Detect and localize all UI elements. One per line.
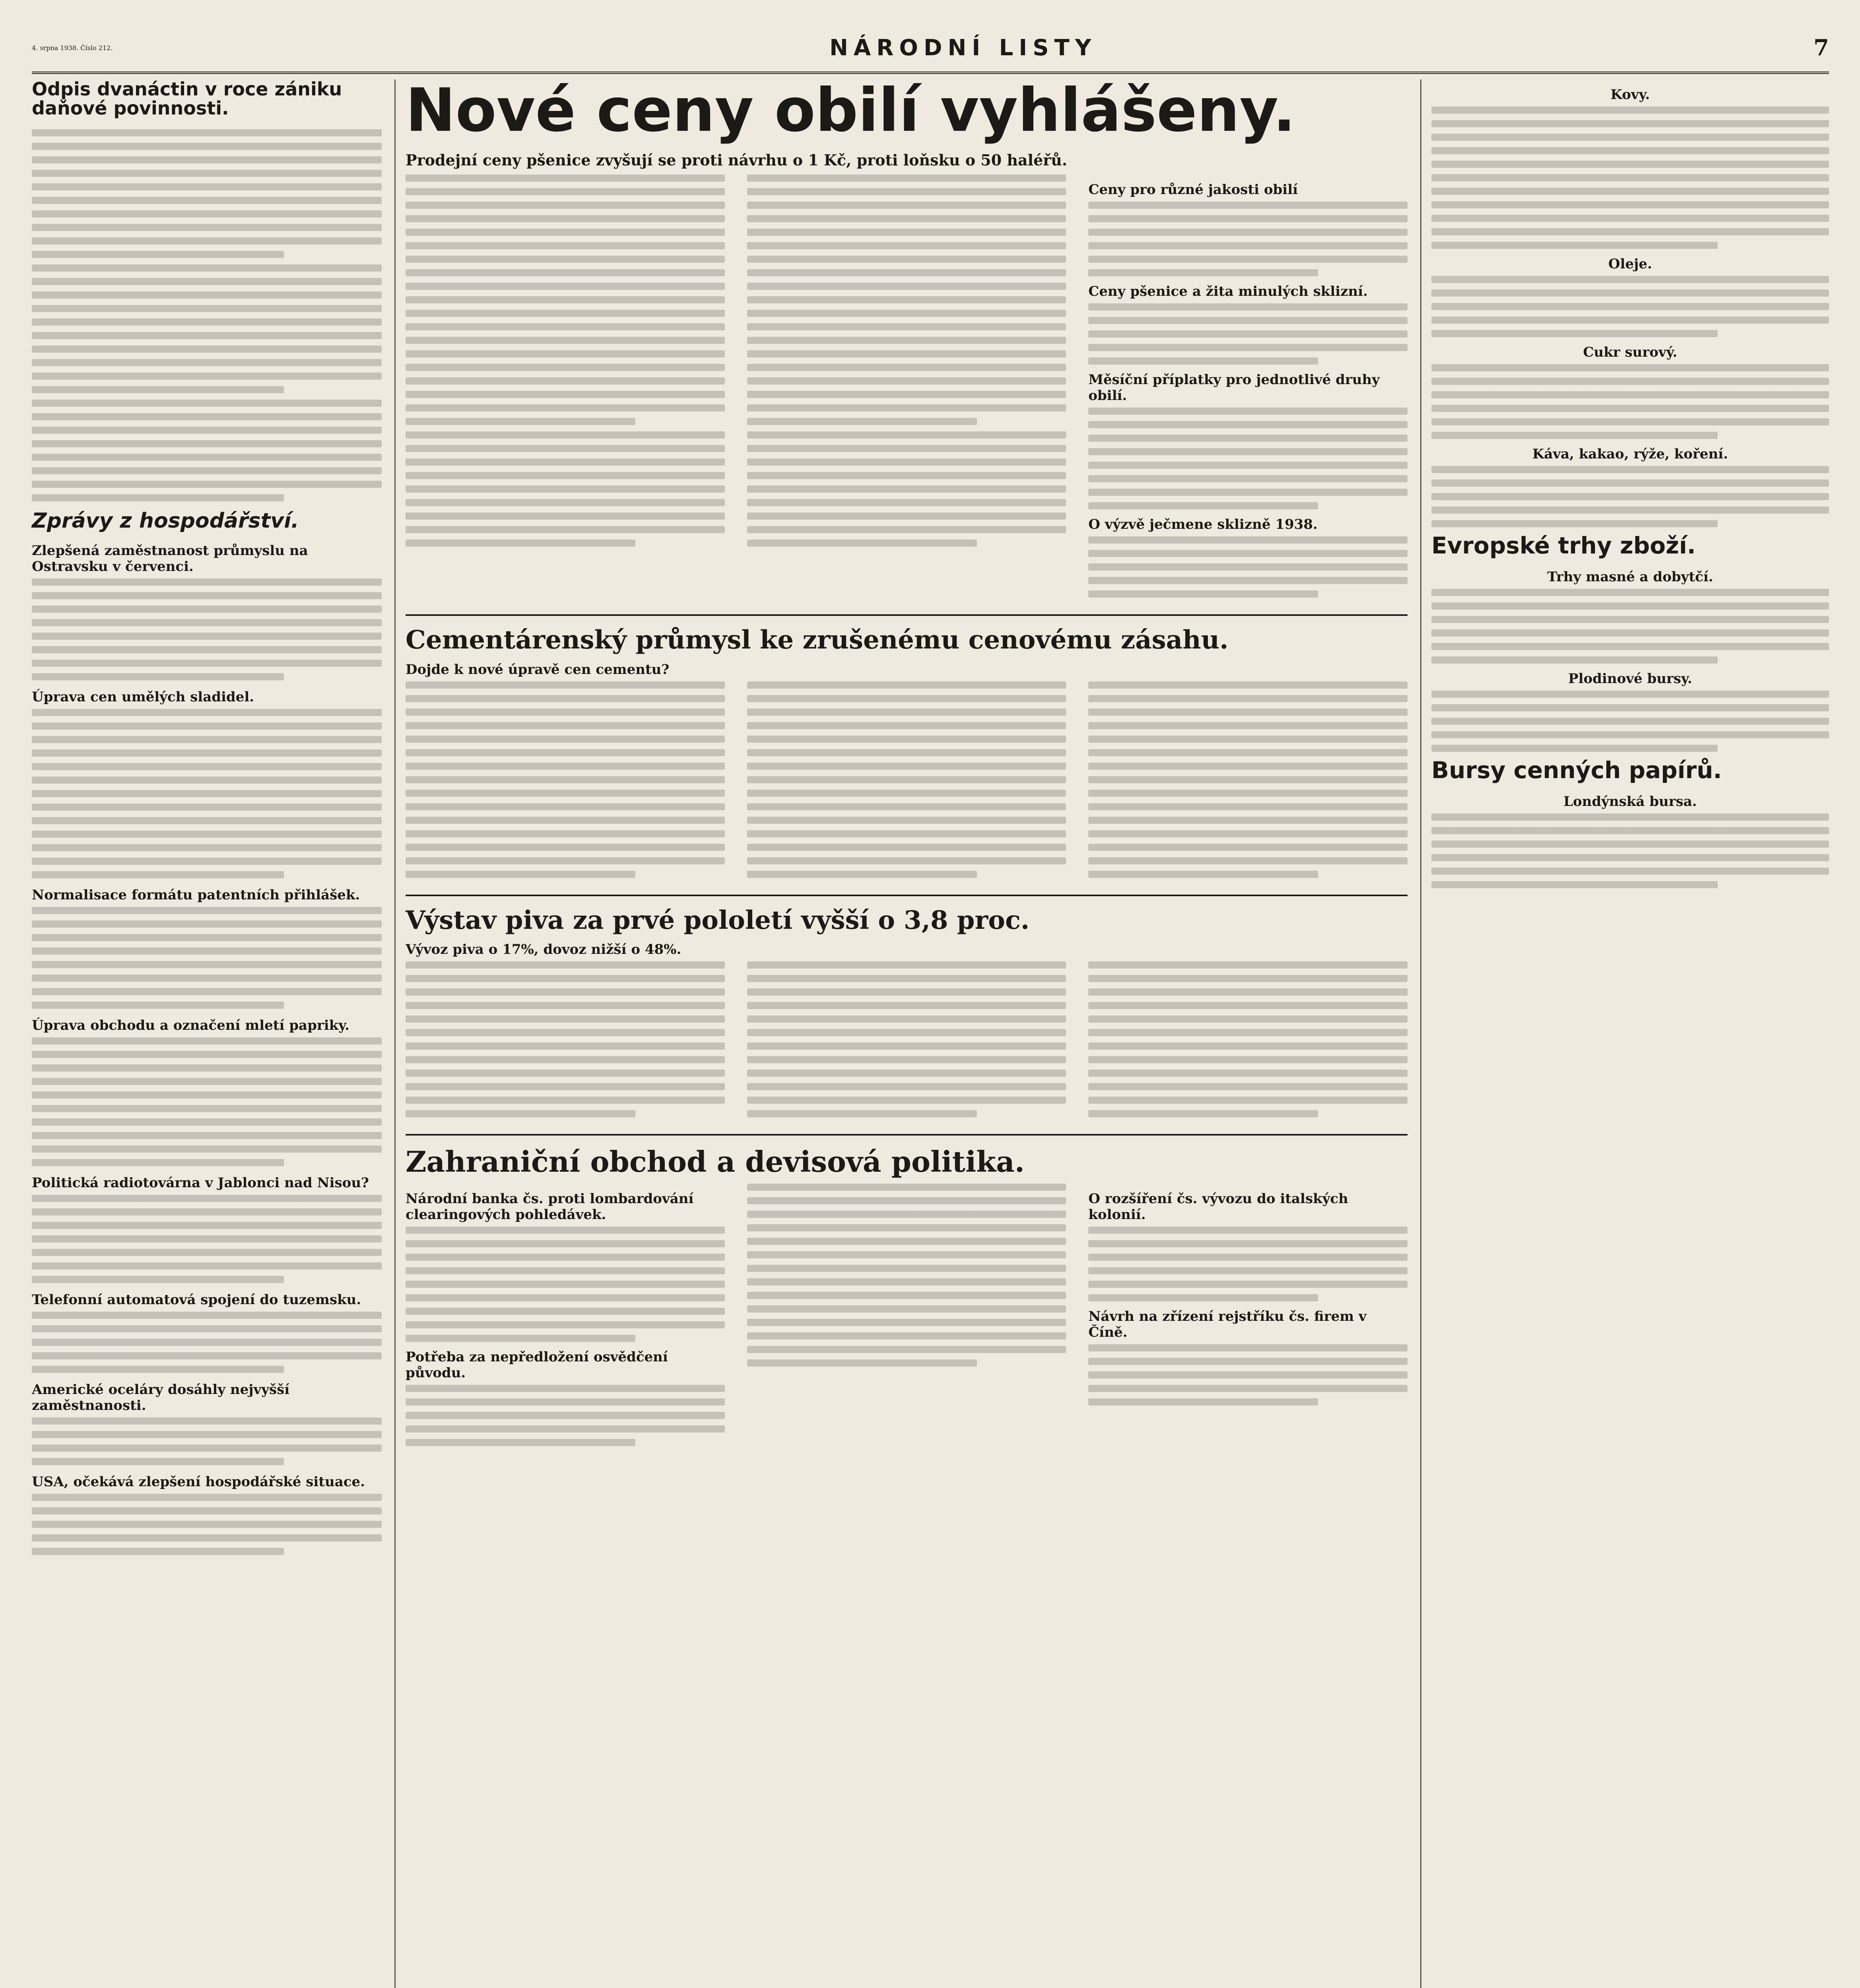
- section-title: Bursy cenných papírů.: [1431, 756, 1722, 784]
- column-left: [32, 80, 382, 1988]
- subhead: Zlepšená zaměstnanost průmyslu na Ostravsku v červenci.: [32, 543, 308, 575]
- subhead: Národní banka čs. proti lombardování clearingových pohledávek.: [406, 1191, 694, 1223]
- cement-subline: Dojde k nové úpravě cen cementu?: [406, 661, 670, 678]
- trade-body: [406, 1184, 1408, 1452]
- subhead: Úprava cen umělých sladidel.: [32, 689, 254, 705]
- cement-headline: Cementárenský průmysl ke zrušenému cenovému zásahu.: [406, 625, 1229, 655]
- subhead: Kovy.: [1610, 87, 1650, 103]
- subhead: Úprava obchodu a označení mletí papriky.: [32, 1017, 349, 1034]
- article-headline: Odpis dvanáctin v roce zániku daňové povinnosti.: [32, 78, 342, 119]
- subhead: Oleje.: [1608, 256, 1652, 272]
- section-title: Zprávy z hospodářství.: [32, 509, 299, 533]
- subhead: Londýnská bursa.: [1563, 793, 1697, 810]
- subhead: Telefonní automatová spojení do tuzemsku.: [32, 1292, 361, 1308]
- subhead: Měsíční příplatky pro jednotlivé druhy obilí.: [1088, 372, 1380, 404]
- issue-date: 4. srpna 1938. Číslo 212.: [32, 44, 113, 52]
- subhead: Cukr surový.: [1583, 344, 1677, 360]
- lead-subline: Prodejní ceny pšenice zvyšují se proti návrhu o 1 Kč, proti loňsku o 50 haléřů.: [406, 151, 1068, 169]
- beer-body: [406, 961, 1408, 1124]
- cement-body: [406, 681, 1408, 884]
- subhead: Káva, kakao, rýže, koření.: [1532, 446, 1728, 462]
- main-block: [406, 76, 1408, 1988]
- article-body: [32, 129, 382, 501]
- subhead: USA, očekává zlepšení hospodářské situace.: [32, 1474, 365, 1490]
- lead-headline: Nové ceny obilí vyhlášeny.: [406, 76, 1296, 145]
- subhead: O výzvě ječmene sklizně 1938.: [1088, 516, 1318, 533]
- subhead: Plodinové bursy.: [1568, 670, 1692, 687]
- section-title: Evropské trhy zboží.: [1431, 532, 1696, 559]
- page-number: 7: [1813, 35, 1829, 61]
- paper-title: NÁRODNÍ LISTY: [829, 35, 1097, 61]
- subhead: Americké oceláry dosáhly nejvyšší zaměstnanosti.: [32, 1382, 290, 1414]
- beer-headline: Výstav piva za prvé pololetí vyšší o 3,8 proc.: [406, 905, 1030, 935]
- subhead: Návrh na zřízení rejstříku čs. firem v Číně.: [1088, 1309, 1367, 1341]
- masthead: [32, 24, 1829, 74]
- lead-body: [406, 175, 725, 604]
- subhead: O rozšíření čs. vývozu do italských kolonií.: [1088, 1191, 1348, 1223]
- trade-headline: Zahraniční obchod a devisová politika.: [406, 1145, 1025, 1179]
- subhead: Trhy masné a dobytčí.: [1547, 569, 1713, 585]
- beer-subhead: Vývoz piva o 17%, dovoz nižší o 48%.: [406, 942, 681, 958]
- subhead: Potřeba za nepředložení osvědčení původu.: [406, 1349, 668, 1381]
- subhead: Politická radiotovárna v Jablonci nad Nisou?: [32, 1175, 369, 1191]
- column-right: [1431, 80, 1829, 1988]
- subhead: Ceny pšenice a žita minulých sklizní.: [1088, 283, 1368, 300]
- subhead: Ceny pro různé jakosti obilí: [1088, 182, 1298, 198]
- subhead: Normalisace formátu patentních přihlášek.: [32, 887, 360, 903]
